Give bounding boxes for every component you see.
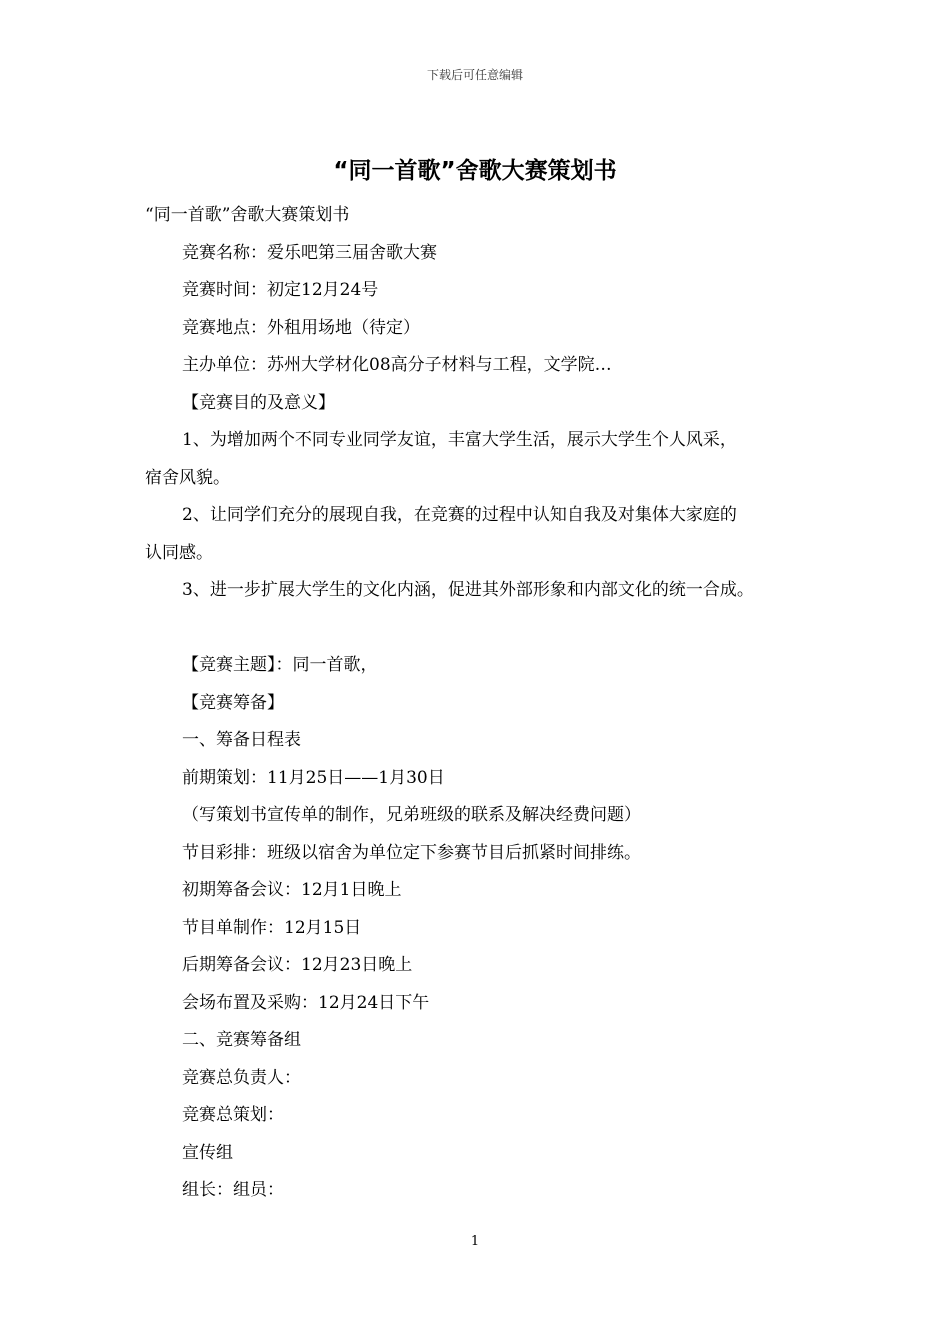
- section-heading-purpose: 【竞赛目的及意义】: [182, 392, 335, 413]
- purpose-item-2-cont: 认同感。: [145, 542, 213, 563]
- page-header-note: 下载后可任意编辑: [426, 68, 523, 82]
- schedule-item-rehearsal: 节目彩排：班级以宿舍为单位定下参赛节目后抓紧时间排练。: [182, 842, 641, 863]
- schedule-item-planning: 前期策划：11月25日——1月30日: [182, 767, 445, 788]
- group-members: 组长：组员：: [182, 1180, 284, 1200]
- document-body: [145, 197, 825, 1210]
- schedule-item-initial-meeting: 初期筹备会议：12月1日晚上: [182, 880, 402, 900]
- purpose-item-1-cont: 宿舍风貌。: [145, 467, 230, 488]
- purpose-item-1: 1、为增加两个不同专业同学友谊，丰富大学生活，展示大学生个人风采，: [182, 430, 737, 450]
- subtitle-line: “同一首歌”舍歌大赛策划书: [145, 205, 350, 225]
- document-title: “同一首歌”舍歌大赛策划书: [333, 158, 617, 184]
- purpose-item-3: 3、进一步扩展大学生的文化内涵，促进其外部形象和内部文化的统一合成。: [182, 580, 754, 600]
- publicity-group: 宣传组: [182, 1142, 233, 1163]
- schedule-item-planning-note: （写策划书宣传单的制作，兄弟班级的联系及解决经费问题）: [182, 805, 641, 825]
- blank-line: [145, 610, 825, 648]
- organizer: 主办单位：苏州大学材化08高分子材料与工程，文学院…: [182, 355, 612, 375]
- chief-leader: 竞赛总负责人：: [182, 1067, 301, 1088]
- competition-time: 竞赛时间：初定12月24号: [182, 280, 379, 300]
- schedule-item-venue-setup: 会场布置及采购：12月24日下午: [182, 992, 430, 1013]
- schedule-item-later-meeting: 后期筹备会议：12月23日晚上: [182, 955, 413, 975]
- section-heading-preparation: 【竞赛筹备】: [182, 692, 284, 713]
- competition-venue: 竞赛地点：外租用场地（待定）: [182, 317, 420, 338]
- purpose-item-2: 2、让同学们充分的展现自我，在竞赛的过程中认知自我及对集体大家庭的: [182, 505, 737, 525]
- schedule-heading: 一、筹备日程表: [182, 730, 301, 750]
- committee-heading: 二、竞赛筹备组: [182, 1030, 301, 1050]
- chief-planner: 竞赛总策划：: [182, 1105, 284, 1125]
- schedule-item-program: 节目单制作：12月15日: [182, 917, 362, 938]
- section-heading-theme: 【竞赛主题】：同一首歌，: [182, 655, 378, 675]
- competition-name: 竞赛名称：爱乐吧第三届舍歌大赛: [182, 242, 437, 263]
- page-number: 1: [470, 1234, 480, 1249]
